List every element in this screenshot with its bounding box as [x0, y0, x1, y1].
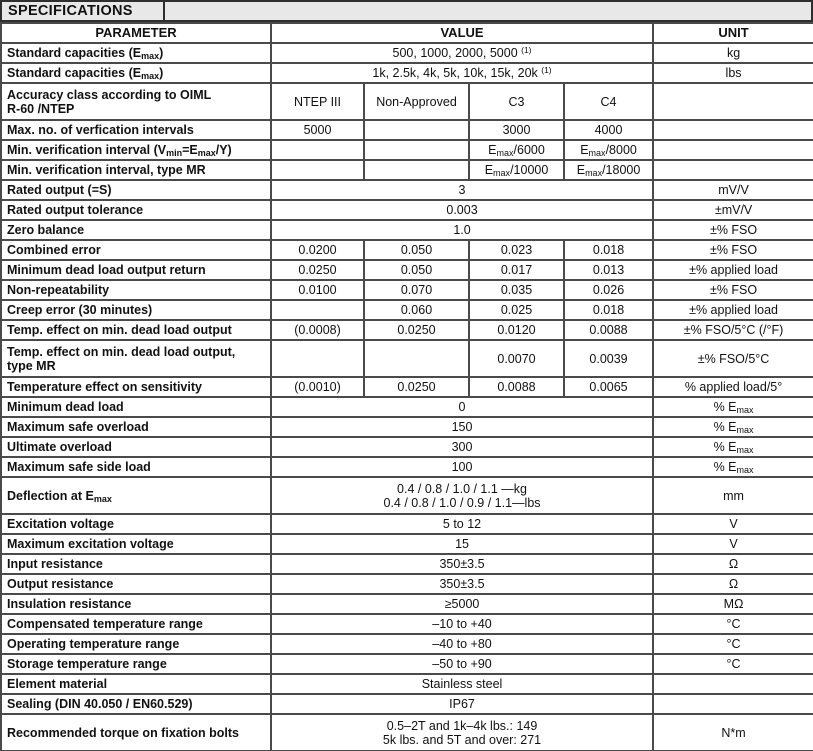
value-cell: 0.018: [564, 240, 653, 260]
parameter-cell: Rated output tolerance: [1, 200, 271, 220]
table-row: [1, 220, 813, 240]
value-cell: 3000: [469, 120, 564, 140]
value-cell: (0.0010): [271, 377, 364, 397]
parameter-cell: Maximum safe overload: [1, 417, 271, 437]
value-cell: 0.003: [271, 200, 653, 220]
table-row: [1, 43, 813, 63]
unit-cell: ±% FSO/5°C (/°F): [653, 320, 813, 340]
parameter-cell: Ultimate overload: [1, 437, 271, 457]
unit-cell: N*m: [653, 714, 813, 751]
table-row: [1, 654, 813, 674]
table-row: [1, 634, 813, 654]
unit-cell: ±% applied load: [653, 260, 813, 280]
table-row: [1, 63, 813, 83]
unit-cell: mV/V: [653, 180, 813, 200]
unit-cell: MΩ: [653, 594, 813, 614]
table-row: [1, 240, 813, 260]
value-cell: [271, 300, 364, 320]
specifications-titlebar: [0, 0, 813, 22]
table-row: [1, 614, 813, 634]
table-row: [1, 140, 813, 160]
value-cell: 5000: [271, 120, 364, 140]
parameter-cell: Output resistance: [1, 574, 271, 594]
table-row: [1, 534, 813, 554]
table-row: [1, 594, 813, 614]
value-cell: –50 to +90: [271, 654, 653, 674]
parameter-cell: Creep error (30 minutes): [1, 300, 271, 320]
value-cell: 0.0100: [271, 280, 364, 300]
unit-cell: Ω: [653, 554, 813, 574]
value-cell: 15: [271, 534, 653, 554]
value-cell: 0.018: [564, 300, 653, 320]
value-cell: $E_{max}/18000$: [564, 160, 653, 180]
unit-cell: °C: [653, 614, 813, 634]
parameter-cell: Deflection at $E_{max}$: [1, 477, 271, 514]
parameter-cell: Temp. effect on min. dead load output: [1, 320, 271, 340]
value-cell: –10 to +40: [271, 614, 653, 634]
value-cell: 0.0250: [364, 320, 469, 340]
value-cell: 0.0250: [364, 377, 469, 397]
unit-cell: [653, 694, 813, 714]
value-cell: 0.4 / 0.8 / 1.0 / 1.1 —kg 0.4 / 0.8 / 1.0 / 0.9 / 1.1—lbs: [271, 477, 653, 514]
unit-cell: °C: [653, 654, 813, 674]
value-cell: $E_{max}/10000$: [469, 160, 564, 180]
column-header-parameter: PARAMETER: [1, 23, 271, 43]
parameter-cell: Min. verification interval, type MR: [1, 160, 271, 180]
value-cell: [364, 340, 469, 377]
value-cell: 0.060: [364, 300, 469, 320]
column-header-value: VALUE: [271, 23, 653, 43]
value-cell: (0.0008): [271, 320, 364, 340]
table-row: [1, 160, 813, 180]
unit-cell: °C: [653, 634, 813, 654]
value-cell: 0.050: [364, 260, 469, 280]
value-cell: $E_{max}/8000$: [564, 140, 653, 160]
value-cell: NTEP III: [271, 83, 364, 120]
unit-cell: ±% FSO: [653, 220, 813, 240]
value-cell: 0.050: [364, 240, 469, 260]
value-cell: C4: [564, 83, 653, 120]
parameter-cell: Temp. effect on min. dead load output, type MR: [1, 340, 271, 377]
spec-table-body: [1, 43, 813, 751]
unit-cell: ±% FSO: [653, 240, 813, 260]
value-cell: ≥5000: [271, 594, 653, 614]
table-row: [1, 477, 813, 514]
value-cell: 0.035: [469, 280, 564, 300]
value-cell: 0.026: [564, 280, 653, 300]
unit-cell: [653, 160, 813, 180]
unit-cell: V: [653, 534, 813, 554]
unit-cell: Ω: [653, 574, 813, 594]
parameter-cell: Insulation resistance: [1, 594, 271, 614]
parameter-cell: Zero balance: [1, 220, 271, 240]
unit-cell: % $E_{max}$: [653, 457, 813, 477]
parameter-cell: Non-repeatability: [1, 280, 271, 300]
table-row: [1, 694, 813, 714]
value-cell: 350±3.5: [271, 554, 653, 574]
table-row: [1, 457, 813, 477]
unit-cell: [653, 674, 813, 694]
value-cell: [271, 160, 364, 180]
parameter-cell: Combined error: [1, 240, 271, 260]
value-cell: 100: [271, 457, 653, 477]
table-row: [1, 417, 813, 437]
value-cell: [364, 140, 469, 160]
parameter-cell: Maximum safe side load: [1, 457, 271, 477]
value-cell: 0.0120: [469, 320, 564, 340]
unit-cell: [653, 83, 813, 120]
value-cell: 0.0088: [469, 377, 564, 397]
value-cell: 0.0065: [564, 377, 653, 397]
unit-cell: kg: [653, 43, 813, 63]
table-row: [1, 120, 813, 140]
table-row: [1, 300, 813, 320]
value-cell: 0.017: [469, 260, 564, 280]
value-cell: 0.0250: [271, 260, 364, 280]
table-row: [1, 83, 813, 120]
specifications-title: SPECIFICATIONS: [2, 2, 165, 20]
parameter-cell: Min. verification interval $(V_{min}=E_{max}/Y)$: [1, 140, 271, 160]
parameter-cell: Standard capacities $(E_{max})$: [1, 63, 271, 83]
value-cell: 300: [271, 437, 653, 457]
parameter-cell: Minimum dead load: [1, 397, 271, 417]
table-row: [1, 377, 813, 397]
table-row: [1, 320, 813, 340]
value-cell: –40 to +80: [271, 634, 653, 654]
value-cell: 0.0088: [564, 320, 653, 340]
unit-cell: mm: [653, 477, 813, 514]
parameter-cell: Accuracy class according to OIML R-60 /NTEP: [1, 83, 271, 120]
value-cell: 0: [271, 397, 653, 417]
unit-cell: ±% FSO: [653, 280, 813, 300]
parameter-cell: Minimum dead load output return: [1, 260, 271, 280]
value-cell: Stainless steel: [271, 674, 653, 694]
value-cell: [364, 160, 469, 180]
spec-table: [0, 22, 813, 751]
value-cell: $E_{max}/6000$: [469, 140, 564, 160]
parameter-cell: Excitation voltage: [1, 514, 271, 534]
value-cell: 1k, 2.5k, 4k, 5k, 10k, 15k, 20k $^{(1)}$: [271, 63, 653, 83]
unit-cell: % $E_{max}$: [653, 397, 813, 417]
value-cell: 0.0070: [469, 340, 564, 377]
unit-cell: ±% applied load: [653, 300, 813, 320]
table-row: [1, 437, 813, 457]
column-header-unit: UNIT: [653, 23, 813, 43]
value-cell: 0.070: [364, 280, 469, 300]
value-cell: 500, 1000, 2000, 5000 $^{(1)}$: [271, 43, 653, 63]
value-cell: 150: [271, 417, 653, 437]
value-cell: 0.0200: [271, 240, 364, 260]
value-cell: 0.025: [469, 300, 564, 320]
parameter-cell: Element material: [1, 674, 271, 694]
parameter-cell: Input resistance: [1, 554, 271, 574]
value-cell: C3: [469, 83, 564, 120]
parameter-cell: Recommended torque on fixation bolts: [1, 714, 271, 751]
table-row: [1, 714, 813, 751]
value-cell: 0.0039: [564, 340, 653, 377]
table-row: [1, 514, 813, 534]
value-cell: [364, 120, 469, 140]
value-cell: [271, 340, 364, 377]
parameter-cell: Compensated temperature range: [1, 614, 271, 634]
unit-cell: ±mV/V: [653, 200, 813, 220]
value-cell: 350±3.5: [271, 574, 653, 594]
value-cell: 0.013: [564, 260, 653, 280]
value-cell: Non-Approved: [364, 83, 469, 120]
value-cell: 0.023: [469, 240, 564, 260]
parameter-cell: Storage temperature range: [1, 654, 271, 674]
value-cell: 4000: [564, 120, 653, 140]
unit-cell: lbs: [653, 63, 813, 83]
value-cell: IP67: [271, 694, 653, 714]
table-header-row: [1, 23, 813, 43]
table-row: [1, 397, 813, 417]
parameter-cell: Standard capacities $(E_{max})$: [1, 43, 271, 63]
table-row: [1, 200, 813, 220]
parameter-cell: Rated output (=S): [1, 180, 271, 200]
unit-cell: [653, 140, 813, 160]
table-row: [1, 280, 813, 300]
unit-cell: V: [653, 514, 813, 534]
unit-cell: % $E_{max}$: [653, 437, 813, 457]
table-row: [1, 180, 813, 200]
table-row: [1, 674, 813, 694]
table-row: [1, 554, 813, 574]
parameter-cell: Sealing (DIN 40.050 / EN60.529): [1, 694, 271, 714]
value-cell: 3: [271, 180, 653, 200]
unit-cell: [653, 120, 813, 140]
parameter-cell: Temperature effect on sensitivity: [1, 377, 271, 397]
parameter-cell: Maximum excitation voltage: [1, 534, 271, 554]
value-cell: 1.0: [271, 220, 653, 240]
unit-cell: % $E_{max}$: [653, 417, 813, 437]
table-row: [1, 260, 813, 280]
unit-cell: % applied load/5°: [653, 377, 813, 397]
table-row: [1, 340, 813, 377]
value-cell: [271, 140, 364, 160]
value-cell: 0.5–2T and 1k–4k lbs.: 149 5k lbs. and 5T and over: 271: [271, 714, 653, 751]
parameter-cell: Operating temperature range: [1, 634, 271, 654]
value-cell: 5 to 12: [271, 514, 653, 534]
table-row: [1, 574, 813, 594]
unit-cell: ±% FSO/5°C: [653, 340, 813, 377]
parameter-cell: Max. no. of verfication intervals: [1, 120, 271, 140]
